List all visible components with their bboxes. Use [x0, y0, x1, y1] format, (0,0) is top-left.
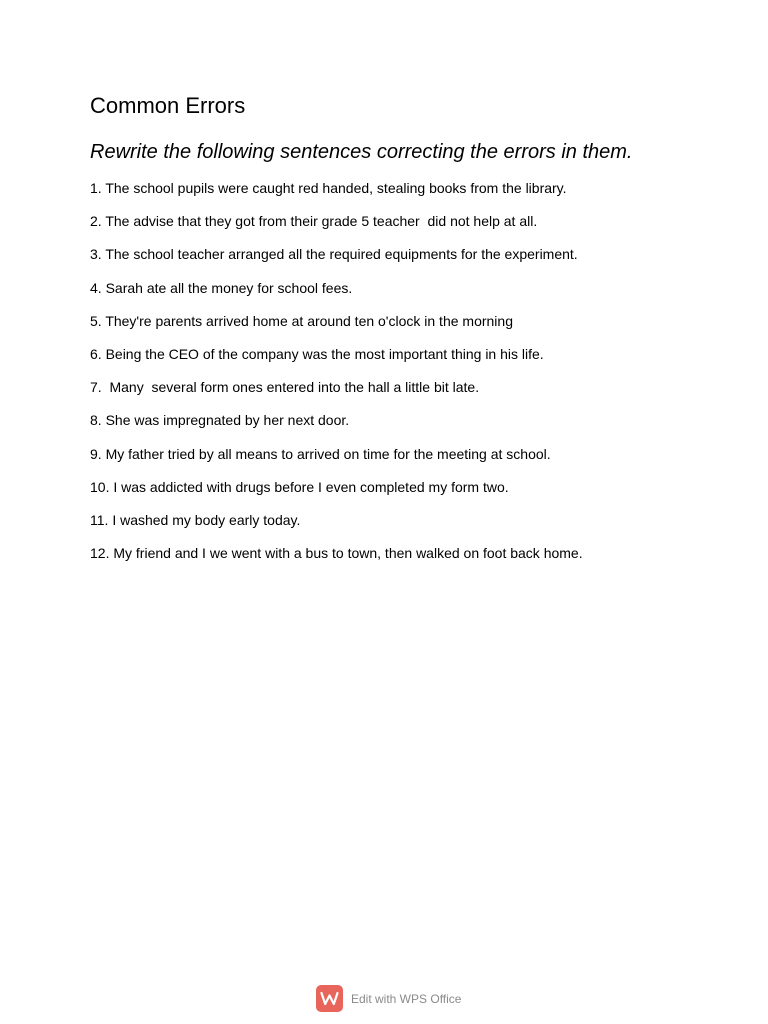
- list-item: 1. The school pupils were caught red handed, stealing books from the library.: [90, 180, 567, 196]
- list-item: 5. They're parents arrived home at around ten o'clock in the morning: [90, 312, 513, 329]
- list-item: 2. The advise that they got from their grade 5 teacher did not help at all.: [90, 213, 538, 230]
- wps-office-icon: [316, 985, 343, 1012]
- list-item: 11. I washed my body early today.: [90, 511, 301, 528]
- list-item: 9. My father tried by all means to arrived on time for the meeting at school.: [90, 445, 551, 462]
- list-item: 10. I was addicted with drugs before I even completed my form two.: [90, 478, 509, 495]
- page-title: Common Errors: [90, 93, 246, 118]
- list-item: 8. She was impregnated by her next door.: [90, 412, 350, 429]
- list-item: 12. My friend and I we went with a bus to town, then walked on foot back home.: [90, 545, 583, 562]
- list-item: 7. Many several form ones entered into the hall a little bit late.: [90, 379, 480, 396]
- edit-with-wps-link[interactable]: [316, 985, 461, 1012]
- sentence-list: [90, 178, 583, 576]
- instruction-text: Rewrite the following sentences correcting the errors in them.: [90, 141, 633, 163]
- list-item: 6. Being the CEO of the company was the most important thing in his life.: [90, 345, 544, 362]
- list-item: 4. Sarah ate all the money for school fees.: [90, 279, 353, 296]
- list-item: 3. The school teacher arranged all the required equipments for the experiment.: [90, 246, 578, 263]
- footer-text: Edit with WPS Office: [351, 991, 462, 1006]
